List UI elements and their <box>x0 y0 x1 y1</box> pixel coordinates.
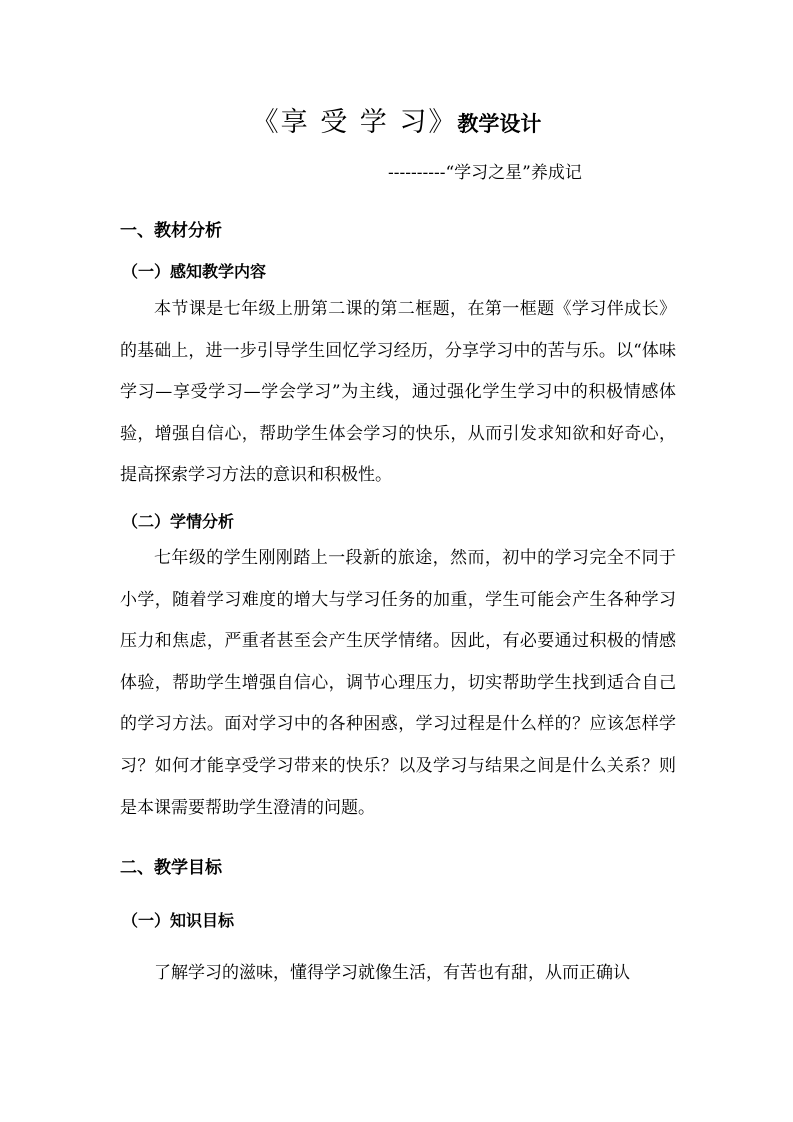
section-heading-teaching-goals: 二、教学目标 <box>120 858 222 878</box>
section-heading-textbook-analysis: 一、教材分析 <box>120 221 222 241</box>
document-title <box>0 100 793 139</box>
subsection-heading-learner-analysis: （二）学情分析 <box>122 512 235 531</box>
paragraph-knowledge-goals: 了解学习的滋味，懂得学习就像生活，有苦也有甜，从而正确认 <box>154 963 630 983</box>
title-main: 《享 受 学 习》 <box>251 107 458 138</box>
subsection-heading-content: （一）感知教学内容 <box>122 262 267 281</box>
document-subtitle: ----------“学习之星”养成记 <box>388 163 582 183</box>
subsection-heading-knowledge-goals: （一）知识目标 <box>122 911 235 930</box>
paragraph-learner-analysis: 七年级的学生刚刚踏上一段新的旅途，然而，初中的学习完全不同于小学，随着学习难度的增大与学习任务的加重，学生可能会产生各种学习压力和焦虑，严重者甚至会产生厌学情绪。因此，有必要通过积极的情感体验，帮助学生增强自信心，调节心理压力，切实帮助学生找到适合自己的学习方法。面对学习中的各种困惑，学习过程是什么样的？应该怎样学习？如何才能享受学习带来的快乐？以及学习与结果之间是什么关系？则是本课需要帮助学生澄清的问题。 <box>120 548 676 818</box>
title-suffix: 教学设计 <box>457 112 542 136</box>
paragraph-content: 本节课是七年级上册第二课的第二框题，在第一框题《学习伴成长》的基础上，进一步引导学生回忆学习经历，分享学习中的苦与乐。以“体味学习—享受学习—学会学习”为主线，通过强化学生学习中的积极情感体验，增强自信心，帮助学生体会学习的快乐，从而引发求知欲和好奇心，提高探索学习方法的意识和积极性。 <box>120 299 676 486</box>
